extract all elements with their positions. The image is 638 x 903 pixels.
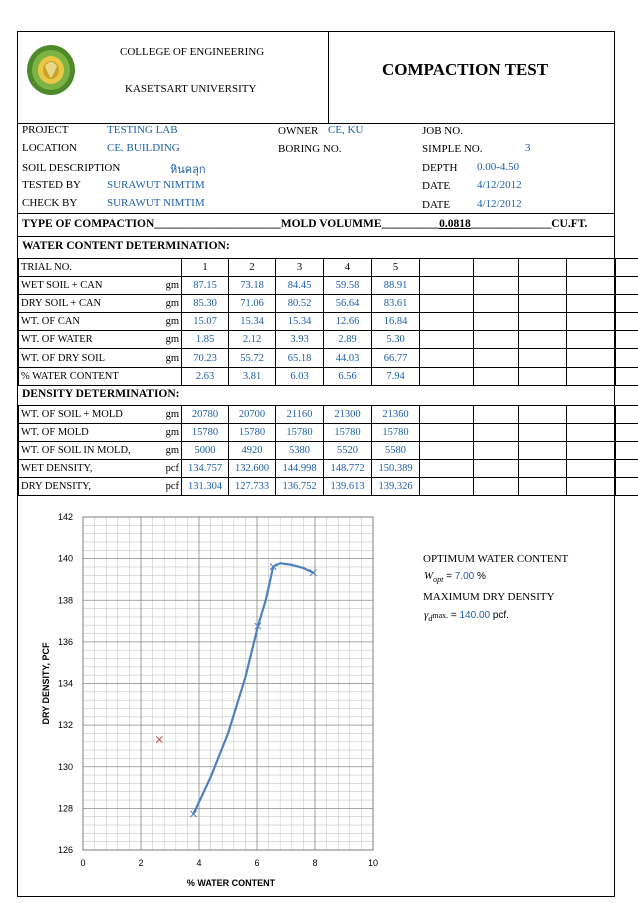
owner-value: CE, KU: [328, 124, 364, 136]
empty-cell: [474, 277, 519, 295]
university-name: KASETSART UNIVERSITY: [125, 83, 257, 95]
y-tick-label: 138: [57, 595, 73, 606]
seal-icon: [26, 44, 76, 96]
row-unit: pcf: [165, 463, 179, 475]
boring-label: BORING NO.: [278, 143, 342, 155]
empty-cell: [519, 406, 567, 424]
empty-cell: [474, 367, 519, 385]
value-cell: 80.52: [276, 295, 324, 313]
maximum-dry-density-line: $\gamma_d\max$. = 140.00 pcf.: [424, 609, 509, 624]
trial-label: TRIAL NO.: [19, 259, 182, 277]
value-cell: 5380: [276, 442, 324, 460]
row-label-cell: [19, 277, 182, 295]
empty-cell: [616, 478, 638, 496]
value-cell: 6.56: [324, 367, 372, 385]
optimum-water-content-label: OPTIMUM WATER CONTENT: [423, 553, 569, 565]
value-cell: 15780: [182, 424, 229, 442]
table-row: [19, 331, 638, 349]
empty-cell: [567, 331, 616, 349]
y-tick-label: 128: [57, 803, 73, 814]
trial-number: 1: [182, 259, 229, 277]
trial-number: 4: [324, 259, 372, 277]
y-tick-label: 136: [57, 636, 73, 647]
y-tick-label: 126: [57, 845, 73, 855]
value-cell: 150.389: [372, 460, 420, 478]
value-cell: 134.757: [182, 460, 229, 478]
value-cell: 87.15: [182, 277, 229, 295]
project-label: PROJECT: [22, 124, 69, 136]
row-label-cell: [19, 295, 182, 313]
value-cell: 5520: [324, 442, 372, 460]
table-row: [19, 442, 638, 460]
empty-cell: [474, 331, 519, 349]
value-cell: 88.91: [372, 277, 420, 295]
value-cell: 71.06: [229, 295, 276, 313]
page-title: COMPACTION TEST: [382, 60, 549, 79]
empty-cell: [616, 424, 638, 442]
compaction-curve-chart: [18, 498, 418, 898]
empty-cell: [519, 442, 567, 460]
empty-cell: [519, 313, 567, 331]
row-unit: gm: [165, 298, 179, 310]
row-label: WT. OF SOIL IN MOLD,: [21, 445, 131, 457]
owner-label: OWNER: [278, 125, 319, 137]
empty-cell: [519, 295, 567, 313]
value-cell: 148.772: [324, 460, 372, 478]
simple-value: 3: [525, 142, 531, 154]
row-label-cell: [19, 406, 182, 424]
empty-cell: [474, 259, 519, 277]
tested-value: SURAWUT NIMTIM: [107, 179, 205, 191]
empty-cell: [616, 367, 638, 385]
value-cell: 83.61: [372, 295, 420, 313]
empty-cell: [420, 424, 474, 442]
row-label-cell: [19, 349, 182, 367]
value-cell: 70.23: [182, 349, 229, 367]
project-value: TESTING LAB: [107, 124, 178, 136]
empty-cell: [420, 277, 474, 295]
empty-cell: [616, 277, 638, 295]
empty-cell: [519, 367, 567, 385]
date1-value: 4/12/2012: [477, 179, 522, 191]
row-unit: gm: [165, 445, 179, 457]
empty-cell: [616, 259, 638, 277]
density-table: [18, 405, 638, 496]
university-logo: [26, 44, 76, 96]
compaction-curve: [194, 563, 314, 814]
value-cell: 44.03: [324, 349, 372, 367]
table-row: [19, 478, 638, 496]
value-cell: 7.94: [372, 367, 420, 385]
empty-cell: [420, 406, 474, 424]
value-cell: 2.12: [229, 331, 276, 349]
x-tick-label: 0: [80, 858, 86, 868]
empty-cell: [420, 349, 474, 367]
empty-cell: [474, 424, 519, 442]
empty-cell: [616, 313, 638, 331]
value-cell: 16.84: [372, 313, 420, 331]
empty-cell: [519, 331, 567, 349]
check-value: SURAWUT NIMTIM: [107, 197, 205, 209]
row-label: WT. OF CAN: [21, 316, 81, 328]
value-cell: 3.93: [276, 331, 324, 349]
y-axis-label: DRY DENSITY, PCF: [41, 642, 51, 725]
row-label-cell: [19, 478, 182, 496]
row-unit: gm: [165, 280, 179, 292]
date2-label: DATE: [422, 199, 451, 211]
depth-value: 0.00-4.50: [477, 161, 520, 173]
value-cell: 139.613: [324, 478, 372, 496]
empty-cell: [616, 460, 638, 478]
empty-cell: [616, 331, 638, 349]
empty-cell: [420, 460, 474, 478]
empty-cell: [474, 313, 519, 331]
x-tick-label: 4: [196, 858, 202, 868]
empty-cell: [474, 295, 519, 313]
value-cell: 66.77: [372, 349, 420, 367]
type-of-compaction-label: TYPE OF COMPACTION______________________MOLD VOLUMME__________0.0818______________CU.FT.: [22, 218, 588, 230]
value-cell: 5000: [182, 442, 229, 460]
empty-cell: [474, 406, 519, 424]
table-row: [19, 295, 638, 313]
row-label: WT. OF SOIL + MOLD: [21, 409, 123, 421]
value-cell: 15.34: [276, 313, 324, 331]
value-cell: 21160: [276, 406, 324, 424]
value-cell: 84.45: [276, 277, 324, 295]
optimum-water-content-value: 7.00: [454, 571, 475, 582]
row-unit: gm: [165, 409, 179, 421]
row-unit: pcf: [165, 481, 179, 493]
x-tick-label: 8: [312, 858, 318, 868]
table-row: [19, 367, 638, 385]
row-label: DRY DENSITY,: [21, 481, 92, 493]
value-cell: 4920: [229, 442, 276, 460]
row-label: WET DENSITY,: [21, 463, 93, 475]
row-label: WT. OF DRY SOIL: [21, 352, 105, 364]
depth-label: DEPTH: [422, 162, 458, 174]
soil-label: SOIL DESCRIPTION: [22, 162, 121, 174]
value-cell: 144.998: [276, 460, 324, 478]
value-cell: 2.63: [182, 367, 229, 385]
date1-label: DATE: [422, 180, 451, 192]
value-cell: 131.304: [182, 478, 229, 496]
y-tick-label: 132: [57, 720, 73, 731]
tested-label: TESTED BY: [22, 179, 81, 191]
x-tick-label: 10: [367, 858, 379, 868]
empty-cell: [567, 406, 616, 424]
row-label-cell: [19, 367, 182, 385]
simple-label: SIMPLE NO.: [422, 143, 483, 155]
mold-volume-value: 0.0818: [439, 218, 471, 230]
y-tick-label: 140: [57, 553, 73, 564]
empty-cell: [519, 478, 567, 496]
value-cell: 15780: [324, 424, 372, 442]
empty-cell: [567, 424, 616, 442]
trial-row: [19, 259, 638, 277]
empty-cell: [567, 460, 616, 478]
row-label-cell: [19, 442, 182, 460]
value-cell: 20780: [182, 406, 229, 424]
empty-cell: [567, 277, 616, 295]
value-cell: 139.326: [372, 478, 420, 496]
empty-cell: [519, 349, 567, 367]
y-tick-label: 130: [57, 761, 73, 772]
value-cell: 136.752: [276, 478, 324, 496]
value-cell: 15780: [276, 424, 324, 442]
row-label-cell: [19, 460, 182, 478]
value-cell: 15780: [229, 424, 276, 442]
empty-cell: [474, 478, 519, 496]
empty-cell: [420, 367, 474, 385]
empty-cell: [420, 295, 474, 313]
row-unit: gm: [165, 427, 179, 439]
row-label: WET SOIL + CAN: [21, 280, 103, 292]
water-content-table: [18, 258, 638, 386]
row-label-cell: [19, 424, 182, 442]
location-label: LOCATION: [22, 142, 77, 154]
table-row: [19, 424, 638, 442]
empty-cell: [567, 349, 616, 367]
trial-number: 2: [229, 259, 276, 277]
empty-cell: [567, 442, 616, 460]
maximum-dry-density-value: 140.00: [459, 610, 491, 621]
value-cell: 56.64: [324, 295, 372, 313]
value-cell: 5.30: [372, 331, 420, 349]
empty-cell: [519, 424, 567, 442]
value-cell: 2.89: [324, 331, 372, 349]
empty-cell: [420, 313, 474, 331]
compaction-test-sheet: [17, 31, 615, 897]
maximum-dry-density-label: MAXIMUM DRY DENSITY: [423, 591, 555, 603]
row-label: WT. OF WATER: [21, 334, 93, 346]
empty-cell: [567, 313, 616, 331]
value-cell: 127.733: [229, 478, 276, 496]
empty-cell: [567, 478, 616, 496]
row-unit: gm: [165, 334, 179, 346]
value-cell: 20700: [229, 406, 276, 424]
row-label-cell: [19, 331, 182, 349]
table-row: [19, 406, 638, 424]
empty-cell: [616, 406, 638, 424]
college-name: COLLEGE OF ENGINEERING: [120, 46, 265, 58]
row-label: % WATER CONTENT: [21, 370, 119, 382]
value-cell: 59.58: [324, 277, 372, 295]
empty-cell: [567, 259, 616, 277]
empty-cell: [420, 331, 474, 349]
optimum-water-content-line: $W_{opt} = 7.00$ %: [424, 570, 486, 585]
row-unit: gm: [165, 316, 179, 328]
row-label: WT. OF MOLD: [21, 427, 89, 439]
x-axis-label: % WATER CONTENT: [186, 878, 276, 888]
row-unit: gm: [165, 352, 179, 364]
empty-cell: [567, 295, 616, 313]
value-cell: 55.72: [229, 349, 276, 367]
y-tick-label: 142: [57, 512, 73, 522]
job-label: JOB NO.: [422, 125, 463, 137]
value-cell: 15780: [372, 424, 420, 442]
water-content-title: WATER CONTENT DETERMINATION:: [22, 240, 230, 252]
x-tick-label: 6: [254, 858, 260, 868]
empty-cell: [474, 442, 519, 460]
value-cell: 6.03: [276, 367, 324, 385]
value-cell: 3.81: [229, 367, 276, 385]
empty-cell: [420, 478, 474, 496]
table-row: [19, 349, 638, 367]
empty-cell: [519, 460, 567, 478]
empty-cell: [567, 367, 616, 385]
value-cell: 5580: [372, 442, 420, 460]
trial-number: 3: [276, 259, 324, 277]
value-cell: 73.18: [229, 277, 276, 295]
empty-cell: [616, 349, 638, 367]
empty-cell: [420, 259, 474, 277]
value-cell: 21300: [324, 406, 372, 424]
soil-value: หินคลุก: [170, 163, 206, 176]
density-title: DENSITY DETERMINATION:: [22, 388, 180, 400]
empty-cell: [474, 460, 519, 478]
value-cell: 132.600: [229, 460, 276, 478]
value-cell: 15.34: [229, 313, 276, 331]
empty-cell: [616, 295, 638, 313]
value-cell: 21360: [372, 406, 420, 424]
date2-value: 4/12/2012: [477, 198, 522, 210]
table-row: [19, 313, 638, 331]
empty-cell: [616, 442, 638, 460]
value-cell: 85.30: [182, 295, 229, 313]
value-cell: 15.07: [182, 313, 229, 331]
row-label-cell: [19, 313, 182, 331]
check-label: CHECK BY: [22, 197, 78, 209]
y-tick-label: 134: [57, 678, 73, 689]
row-label: DRY SOIL + CAN: [21, 298, 102, 310]
empty-cell: [519, 259, 567, 277]
x-tick-label: 2: [138, 858, 144, 868]
value-cell: 1.85: [182, 331, 229, 349]
location-value: CE. BUILDING: [107, 142, 180, 154]
empty-cell: [420, 442, 474, 460]
table-row: [19, 277, 638, 295]
trial-number: 5: [372, 259, 420, 277]
empty-cell: [474, 349, 519, 367]
value-cell: 65.18: [276, 349, 324, 367]
value-cell: 12.66: [324, 313, 372, 331]
empty-cell: [519, 277, 567, 295]
table-row: [19, 460, 638, 478]
